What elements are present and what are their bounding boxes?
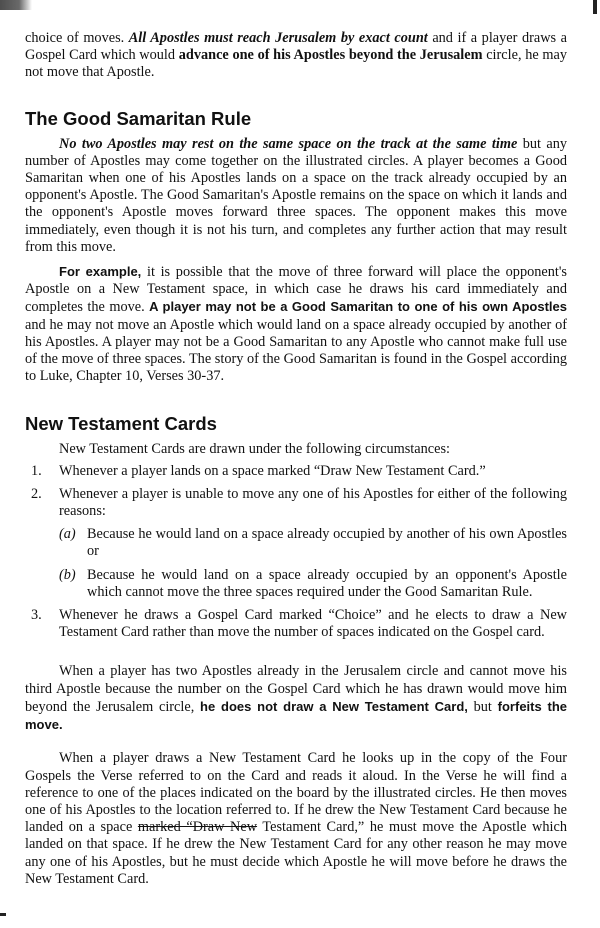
sub-list-item: (b) Because he would land on a space already occupied by an opponent's Apostle which cannot move the three spaces required under the Good Samaritan Rule. bbox=[59, 566, 567, 600]
circumstances-list bbox=[25, 463, 567, 642]
draw-card-paragraph: When a player draws a New Testament Card he looks up in the copy of the Four Gospels the Verse referred to on the Card and reads it aloud. In the Verse he will find a reference to one of the places indicated on the board by the illustrated circles. He then moves one of his Apostles to the location referred to. If he drew the New Testament Card because he landed on a space marked “Draw New Testament Card,” he must move the Apostle which landed on that space. If he drew the New Testament Card for any other reason he may move any one of his Apostles, but he must decide which Apostle he will move before he draws the New Testament Card. bbox=[25, 750, 567, 887]
samaritan-paragraph-1: No two Apostles may rest on the same space on the track at the same time but any number of Apostles may come together on the illustrated circles. A player becomes a Good Samaritan when one of his Apostles lands on a space on the track already occupied by an opponent's Apostle. The Good Samaritan's Apostle remains on the space on which it lands and the opponent's Apostle moves forward three spaces. The opponent makes this move immediately, even though it is not his turn, and completes any further action that may result from this move. bbox=[25, 135, 567, 255]
emphasis-text: All Apostles must reach Jerusalem by exact count bbox=[128, 30, 428, 46]
document-page bbox=[25, 30, 567, 888]
section-heading-new-testament-cards: New Testament Cards bbox=[25, 413, 217, 435]
sub-list-item: (a) Because he would land on a space already occupied by another of his own Apostles or bbox=[59, 526, 567, 560]
scan-corner-mark bbox=[0, 0, 32, 10]
samaritan-paragraph-2: For example, it is possible that the move of three forward will place the opponent's Apostle on a New Testament space, in which case he draws his card immediately and completes the move. A player may not be a Good Samaritan to one of his own Apostles and he may not move an Apostle which would land on a space already occupied by another of his Apostles. A player may not be a Good Samaritan to any Apostle who cannot make full use of the move of three spaces. The story of the Good Samaritan is found in the Gospel according to Luke, Chapter 10, Verses 30-37. bbox=[25, 264, 568, 385]
intro-paragraph: choice of moves. All Apostles must reach Jerusalem by exact count and if a player draws a Gospel Card which would advance one of his Apostles beyond the Jerusalem circle, he may not move that Apostle. bbox=[25, 30, 567, 81]
list-item: 3. Whenever he draws a Gospel Card marked “Choice” and he elects to draw a New Testament Card rather than move the number of spaces indicated on the Gospel card. bbox=[31, 607, 567, 641]
scan-edge-mark bbox=[593, 0, 597, 14]
section-heading-good-samaritan: The Good Samaritan Rule bbox=[25, 107, 252, 129]
list-item: 1. Whenever a player lands on a space marked “Draw New Testament Card.” bbox=[31, 462, 486, 479]
jerusalem-paragraph: When a player has two Apostles already in the Jerusalem circle and cannot move his third Apostle because the number on the Gospel Card which he has drawn would move him beyond the Jerusalem circle, he does not draw a New Testament Card, but forfeits the move. bbox=[25, 663, 568, 733]
scan-bottom-mark bbox=[0, 913, 6, 916]
list-item: 2. Whenever a player is unable to move any one of his Apostles for either of the following reasons: (a) Because he would land on a space already occupied by another of his own Apostles or (b) Because he would land on a space already occupied by an opponent's Apostle which cannot move the three spaces required under the Good Samaritan Rule. bbox=[31, 485, 567, 600]
nt-intro: New Testament Cards are drawn under the following circumstances: bbox=[59, 441, 450, 458]
